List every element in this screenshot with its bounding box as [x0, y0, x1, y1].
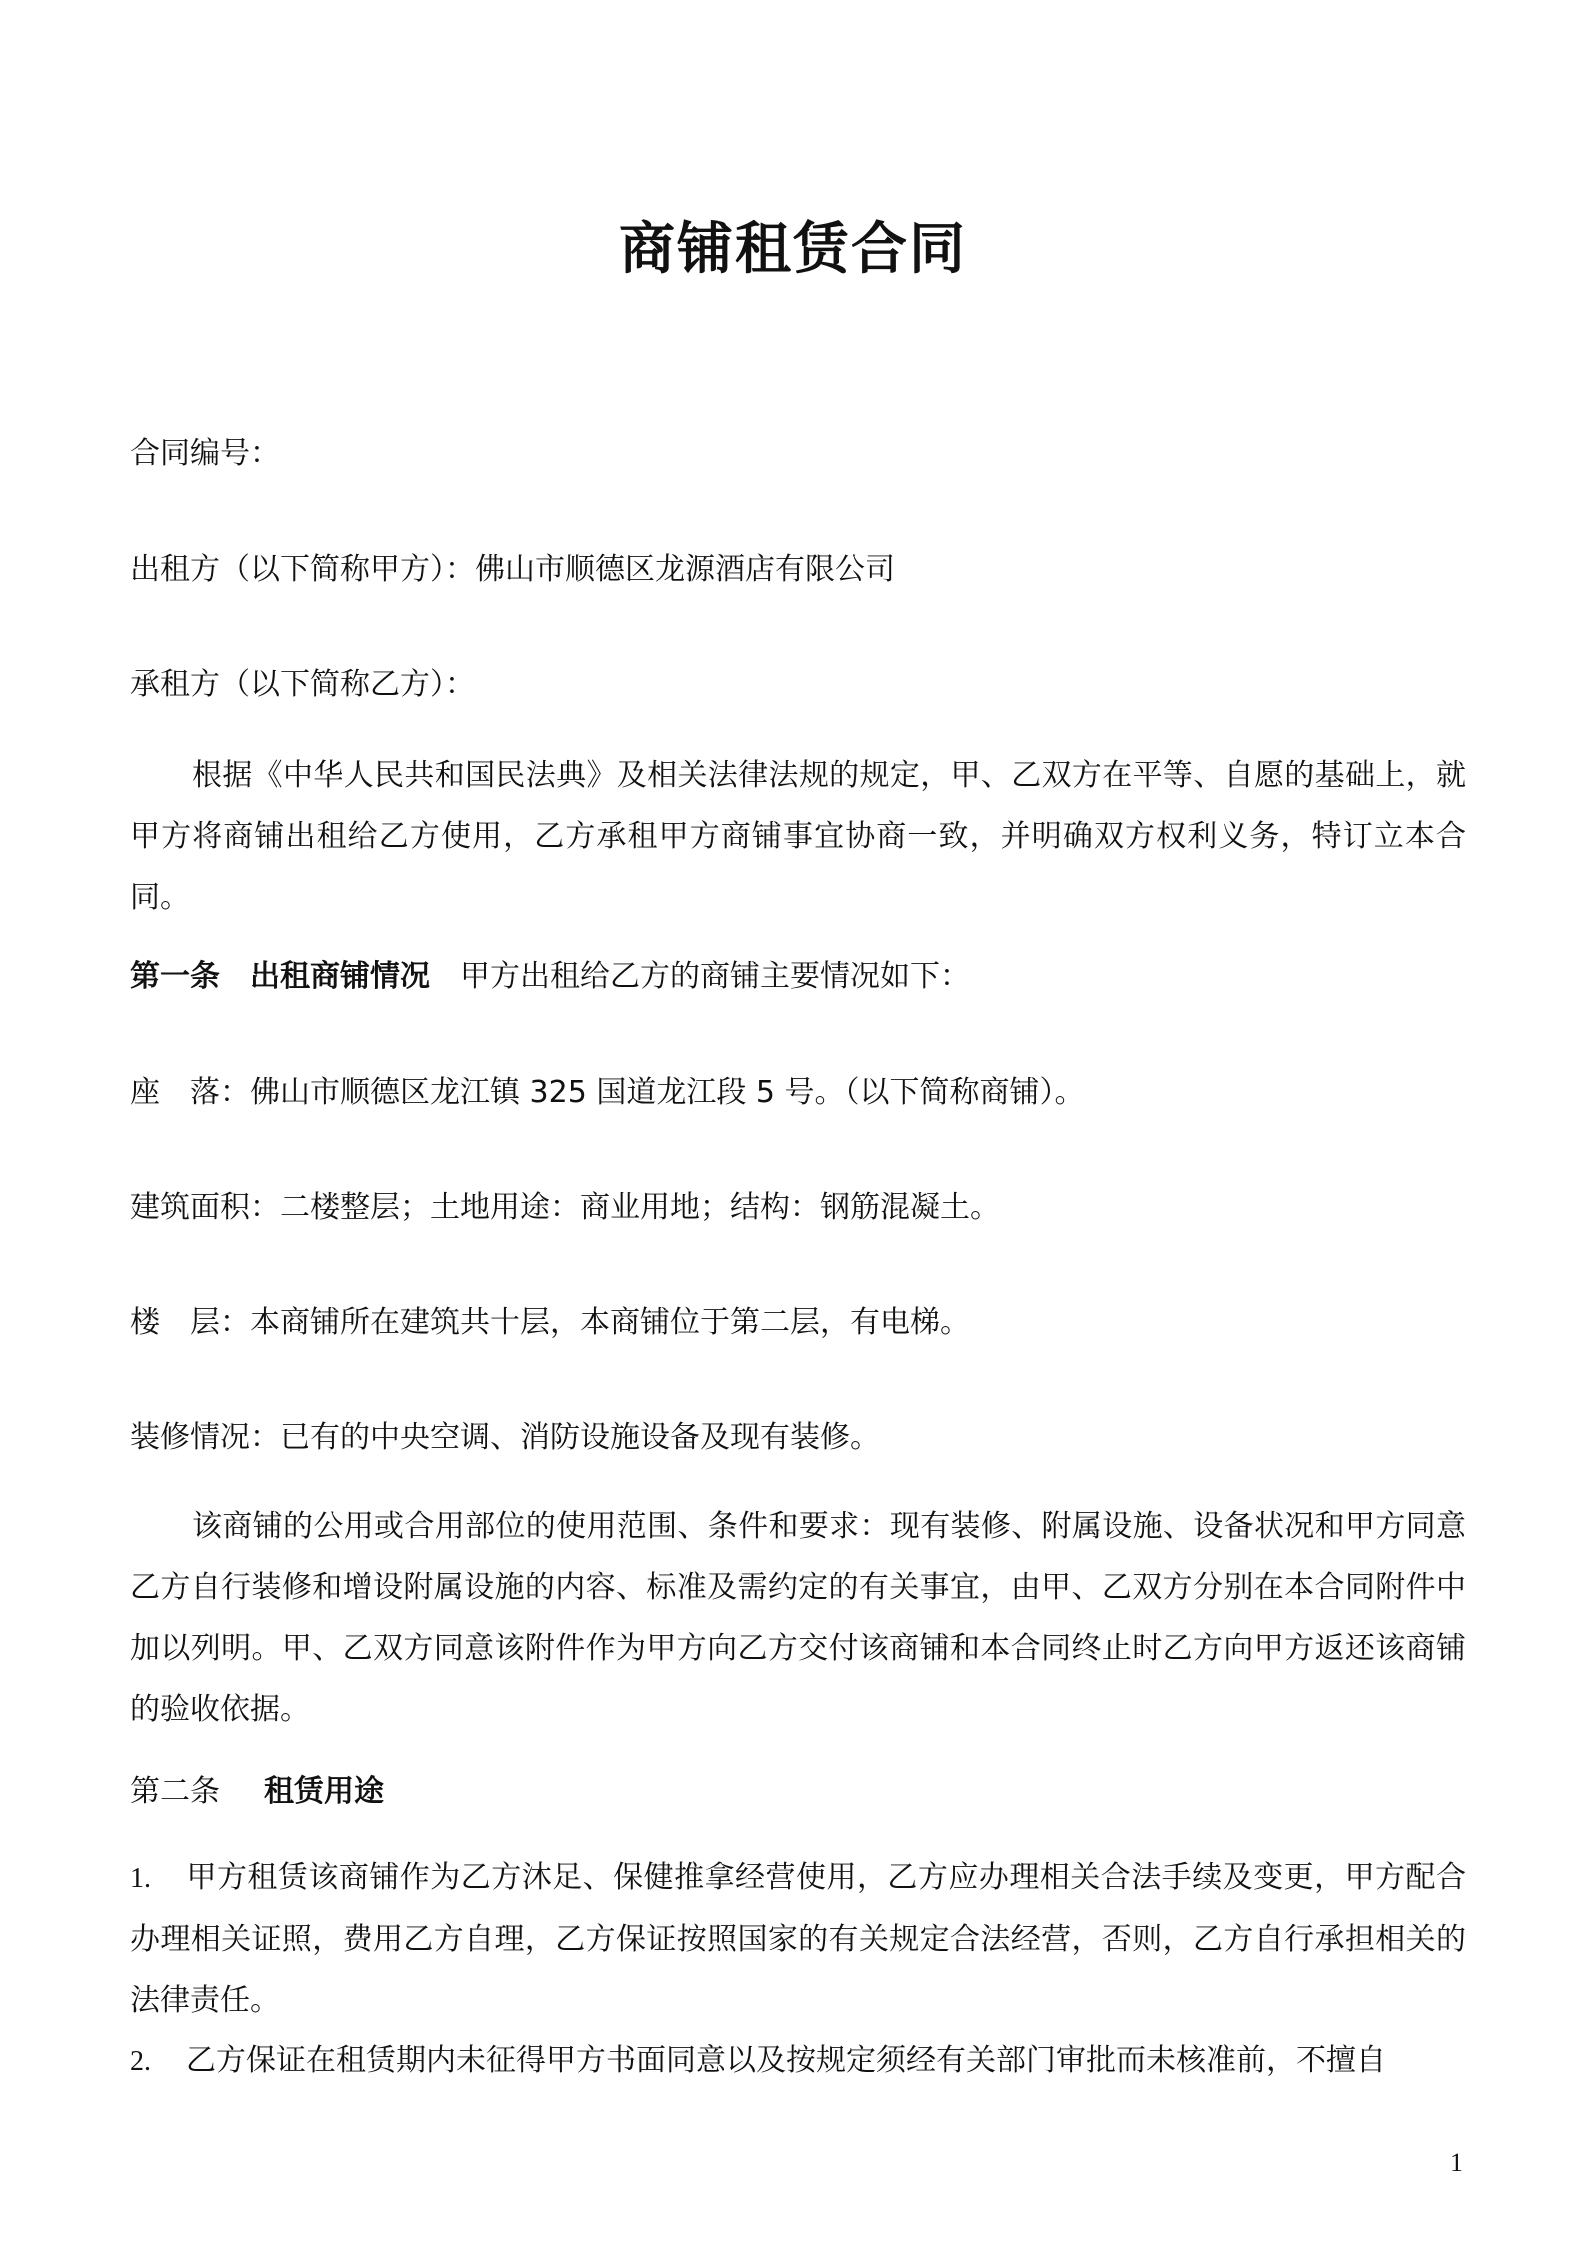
article1-heading	[130, 947, 1466, 1007]
article1-title: 出租商铺情况	[250, 959, 430, 994]
item-text: 乙方保证在租赁期内未征得甲方书面同意以及按规定须经有关部门审批而未核准前，不擅自	[186, 2043, 1386, 2078]
lessor-line: 出租方（以下简称甲方）：佛山市顺德区龙源酒店有限公司	[130, 552, 895, 587]
article1-intro: 甲方出租给乙方的商铺主要情况如下：	[460, 959, 970, 994]
article2-item-2	[130, 2030, 1466, 2092]
decoration-line: 装修情况：已有的中央空调、消防设施设备及现有装修。	[130, 1420, 880, 1455]
preamble-paragraph: 根据《中华人民共和国民法典》及相关法律法规的规定，甲、乙双方在平等、自愿的基础上，就甲方将商铺出租给乙方使用，乙方承租甲方商铺事宜协商一致，并明确双方权利义务，特订立本合同。	[130, 758, 1466, 915]
article2-title: 租赁用途	[264, 1774, 384, 1809]
floor-line: 楼 层：本商铺所在建筑共十层，本商铺位于第二层，有电梯。	[130, 1305, 970, 1340]
location-line: 座 落：佛山市顺德区龙江镇 325 国道龙江段 5 号。（以下简称商铺）。	[130, 1075, 1085, 1110]
item-number: 1.	[130, 1863, 151, 1894]
contract-number-label: 合同编号：	[130, 436, 280, 471]
article2-number: 第二条	[130, 1775, 220, 1808]
document-title: 商铺租赁合同	[619, 217, 967, 282]
page-number: 1	[1450, 2148, 1463, 2177]
item-text: 甲方租赁该商铺作为乙方沐足、保健推拿经营使用，乙方应办理相关合法手续及变更，甲方配合办理相关证照，费用乙方自理，乙方保证按照国家的有关规定合法经营，否则，乙方自行承担相关的法律责任。	[130, 1860, 1466, 2018]
item-number: 2.	[130, 2046, 151, 2077]
common-parts-paragraph: 该商铺的公用或合用部位的使用范围、条件和要求：现有装修、附属设施、设备状况和甲方同意乙方自行装修和增设附属设施的内容、标准及需约定的有关事宜，由甲、乙双方分别在本合同附件中加以列明。甲、乙双方同意该附件作为甲方向乙方交付该商铺和本合同终止时乙方向甲方返还该商铺的验收依据。	[130, 1509, 1466, 1727]
area-line: 建筑面积：二楼整层；土地用途：商业用地；结构：钢筋混凝土。	[130, 1190, 1000, 1225]
article1-number: 第一条	[130, 959, 220, 994]
article2-item-1	[130, 1847, 1466, 2031]
article2-heading	[130, 1762, 1466, 1822]
lessee-line: 承租方（以下简称乙方）：	[130, 667, 475, 702]
